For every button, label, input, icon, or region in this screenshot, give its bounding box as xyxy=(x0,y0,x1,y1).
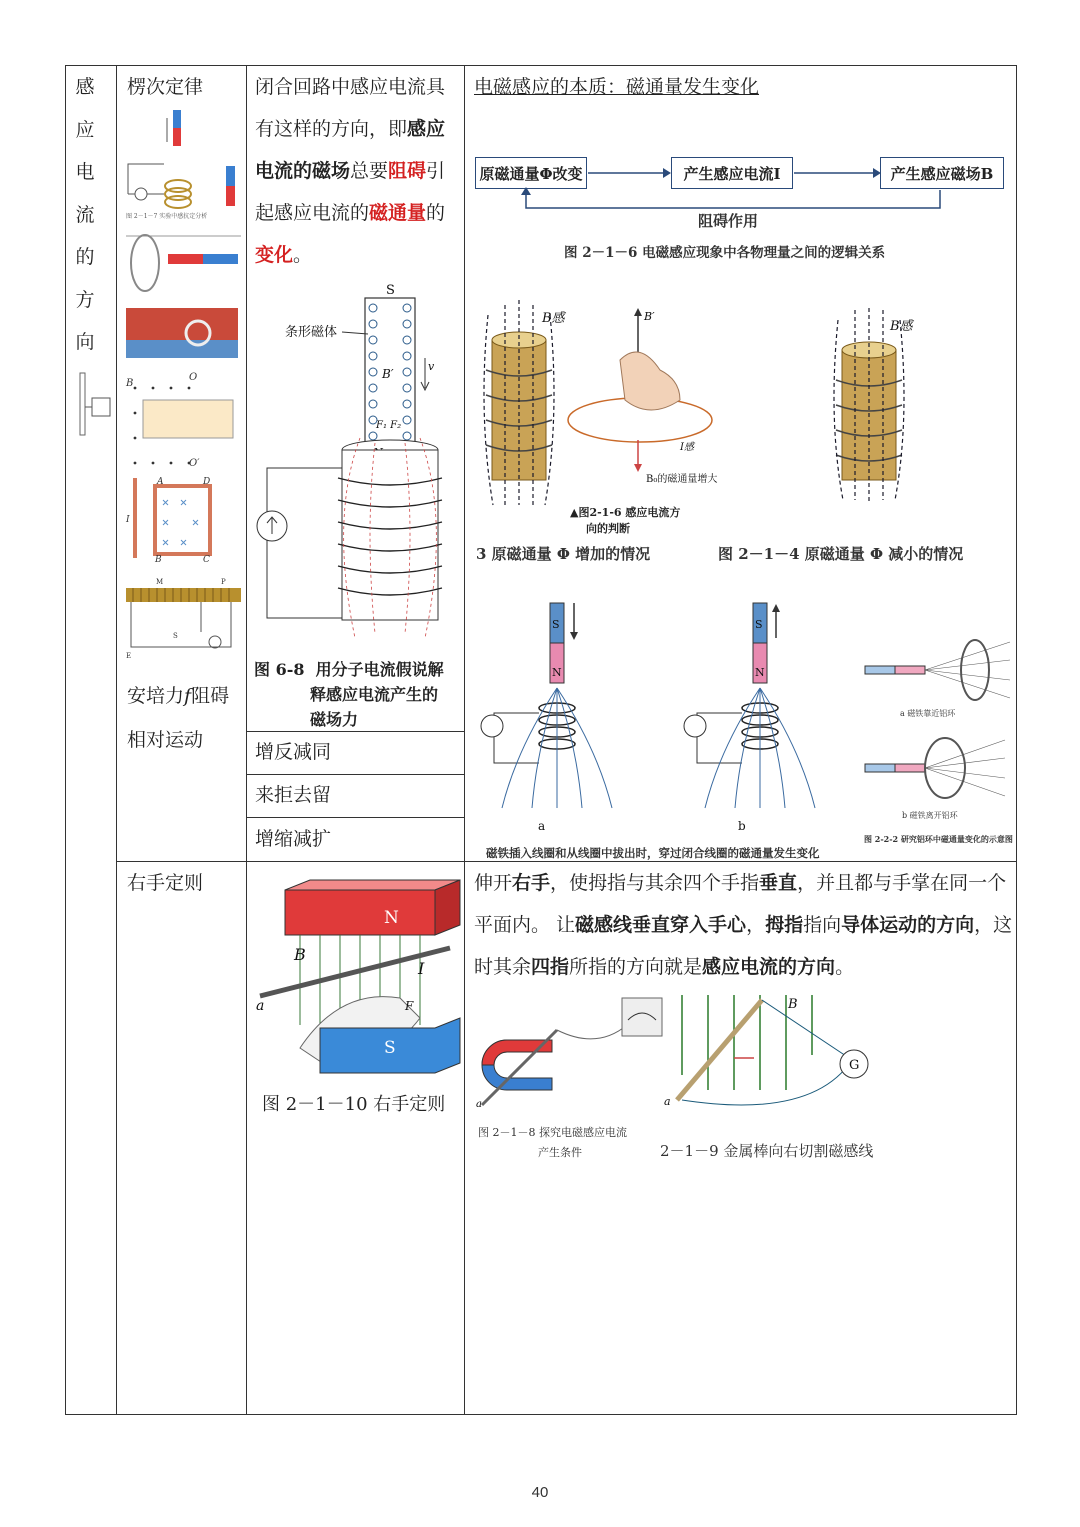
text-run: ，使拇指与其余四个手指 xyxy=(550,872,760,894)
magnet-label: 条形磁体 xyxy=(285,325,338,340)
right-hand-text xyxy=(474,862,1014,988)
text-run: 起感应电流的 xyxy=(255,202,370,224)
pole-label: N xyxy=(552,666,562,679)
svg-text:P: P xyxy=(221,578,226,586)
svg-text:v: v xyxy=(428,360,435,373)
rule-1: 增反减同 xyxy=(255,741,332,763)
sub-label: b xyxy=(738,819,746,833)
ring-caption: a 磁铁靠近铝环 xyxy=(900,709,956,718)
table-divider xyxy=(464,66,465,1414)
char: 流 xyxy=(75,203,95,226)
flow-box-3: 产生感应磁场B xyxy=(880,157,1004,189)
field-label: B感 xyxy=(542,311,565,326)
fig-6-8-solenoid xyxy=(250,278,460,648)
flow-caption: 图 2－1－6 电磁感应现象中各物理量之间的逻辑关系 xyxy=(564,245,886,261)
pole-label: S xyxy=(755,618,763,631)
svg-text:E: E xyxy=(126,652,132,660)
caption-line: 磁场力 xyxy=(310,710,359,729)
text-run: ，这 xyxy=(974,914,1013,936)
char: 感 xyxy=(75,76,95,98)
right-hand-fig-caption: 图 2－1－10 右手定则 xyxy=(262,1094,446,1115)
svg-text:O′: O′ xyxy=(189,458,200,469)
ampere-force-text xyxy=(127,674,229,762)
pole-label: S xyxy=(384,1038,396,1058)
current-label: I感 xyxy=(680,442,694,453)
svg-text:A: A xyxy=(157,477,164,487)
right-hand-rule-figure xyxy=(250,878,462,1088)
text-run: 磁感线垂直穿入手心 xyxy=(575,914,747,936)
decrease-caption: 图 2－1－4 原磁通量 Φ 减小的情况 xyxy=(718,545,964,563)
pole-label: N xyxy=(755,666,765,679)
magnet-coil-figures xyxy=(470,598,1015,843)
ring-figure-caption: 图 2-2-2 研究铝环中磁通量变化的示意图 xyxy=(864,834,1013,844)
experiment-figures xyxy=(472,990,912,1120)
fig-9-caption: 2－1－9 金属棒向右切割磁感线 xyxy=(660,1142,874,1160)
fig-8-caption-1: 图 2－1－8 探究电磁感应电流 xyxy=(478,1126,627,1139)
ring-caption: b 磁铁离开铝环 xyxy=(902,811,958,820)
apparatus-sketch xyxy=(72,368,114,443)
char: 的 xyxy=(75,246,95,268)
svg-text:B: B xyxy=(155,555,162,565)
text-run: 感应电流的方向 xyxy=(702,956,836,978)
galvanometer-label: G xyxy=(849,1058,860,1073)
sub-label: a xyxy=(538,819,546,833)
rule-2: 来拒去留 xyxy=(255,784,332,806)
char: 应 xyxy=(75,118,95,141)
text-run: 。 xyxy=(835,956,855,978)
char: 向 xyxy=(75,331,95,353)
pole-label: S xyxy=(386,283,395,298)
flow-box-2: 产生感应电流I xyxy=(671,157,793,189)
field-label: B xyxy=(788,997,798,1012)
page-number: 40 xyxy=(531,1484,549,1501)
flux-increase-figure xyxy=(470,300,1010,540)
increase-caption: 3 原磁通量 Φ 增加的情况 xyxy=(476,545,651,563)
text-run: ，并且都与手掌在同一个 xyxy=(797,872,1007,894)
text-run: 伸开 xyxy=(474,872,513,894)
text-run: 的 xyxy=(426,202,446,224)
rule-3: 增缩减扩 xyxy=(255,828,332,850)
fig-8-caption-2: 产生条件 xyxy=(538,1146,582,1159)
text-run: 四指 xyxy=(531,956,570,978)
end-label: a xyxy=(664,1095,671,1108)
ampere-label: 阻碍 xyxy=(191,685,230,707)
svg-text:B: B xyxy=(126,378,134,389)
small-figures-column xyxy=(123,108,243,668)
svg-text:I: I xyxy=(126,515,130,525)
force-symbol: f xyxy=(184,685,192,707)
text-run: 拇指 xyxy=(765,914,804,936)
fig-6-8-caption xyxy=(254,657,444,732)
text-run: 磁通量 xyxy=(369,202,427,224)
text-run: 阻碍 xyxy=(388,160,427,182)
char: 方 xyxy=(75,288,95,311)
text-run: 平面内。 让 xyxy=(474,914,576,936)
small-caption: 图 2－1－7 实验中感抗定分析 xyxy=(126,213,208,220)
field-label: B xyxy=(294,945,306,964)
caption-line: 用分子电流假说解 xyxy=(315,660,444,679)
hand-caption: ▲图2-1-6 感应电流方 xyxy=(570,506,681,519)
svg-text:M: M xyxy=(156,578,164,586)
text-run: 感应 xyxy=(407,118,446,140)
text-run: 。 xyxy=(293,244,313,266)
lenz-title: 楞次定律 xyxy=(127,76,204,98)
text-run: 总要 xyxy=(350,160,389,182)
svg-text:B′: B′ xyxy=(382,367,394,381)
hand-caption: B₀的磁通量增大 xyxy=(646,474,718,485)
text-run: 引 xyxy=(426,160,446,182)
text-run: 闭合回路中感应电流具 xyxy=(255,76,446,98)
flow-feedback-label: 阻碍作用 xyxy=(698,212,759,230)
text-run: ， xyxy=(746,914,766,936)
field-label: B感 xyxy=(890,319,913,334)
text-run: 导体运动的方向 xyxy=(841,914,975,936)
magnet-coil-caption: 磁铁插入线圈和从线圈中拔出时，穿过闭合线圈的磁通量发生变化 xyxy=(486,846,820,860)
text-run: 指向 xyxy=(803,914,842,936)
text-run: 有这样的方向，即 xyxy=(255,118,408,140)
pole-label: S xyxy=(552,618,560,631)
svg-text:S: S xyxy=(173,632,178,640)
section-label-vertical xyxy=(70,66,100,364)
text-run: 所指的方向就是 xyxy=(569,956,703,978)
text-run: 电流的磁场 xyxy=(255,160,351,182)
current-label: I xyxy=(418,959,425,978)
pole-label: N xyxy=(384,908,399,928)
flow-box-1: 原磁通量Φ改变 xyxy=(475,157,587,189)
essence-heading: 电磁感应的本质：磁通量发生变化 xyxy=(474,76,760,98)
end-label: a xyxy=(256,998,265,1014)
caption-num: 图 6-8 xyxy=(254,660,305,679)
end-label: a xyxy=(476,1099,482,1110)
svg-text:F₁ F₂: F₁ F₂ xyxy=(376,420,402,431)
right-hand-title: 右手定则 xyxy=(127,872,204,894)
table-divider xyxy=(246,66,247,1414)
caption-line: 释感应电流产生的 xyxy=(310,685,439,704)
svg-text:C: C xyxy=(203,555,210,565)
field-label: B′ xyxy=(644,310,655,323)
text-run: 垂直 xyxy=(759,872,798,894)
char: 电 xyxy=(75,161,95,183)
text-run: 时其余 xyxy=(474,956,532,978)
ampere-label: 安培力 xyxy=(127,685,185,707)
text-run: 右手 xyxy=(512,872,551,894)
ampere-label: 相对运动 xyxy=(127,729,204,751)
svg-text:O: O xyxy=(189,372,198,383)
force-label: F xyxy=(405,999,414,1013)
text-run: 变化 xyxy=(255,244,294,266)
hand-caption: 向的判断 xyxy=(586,522,630,535)
table-divider xyxy=(116,66,117,1414)
svg-text:D: D xyxy=(203,477,211,487)
lenz-content xyxy=(255,66,460,276)
